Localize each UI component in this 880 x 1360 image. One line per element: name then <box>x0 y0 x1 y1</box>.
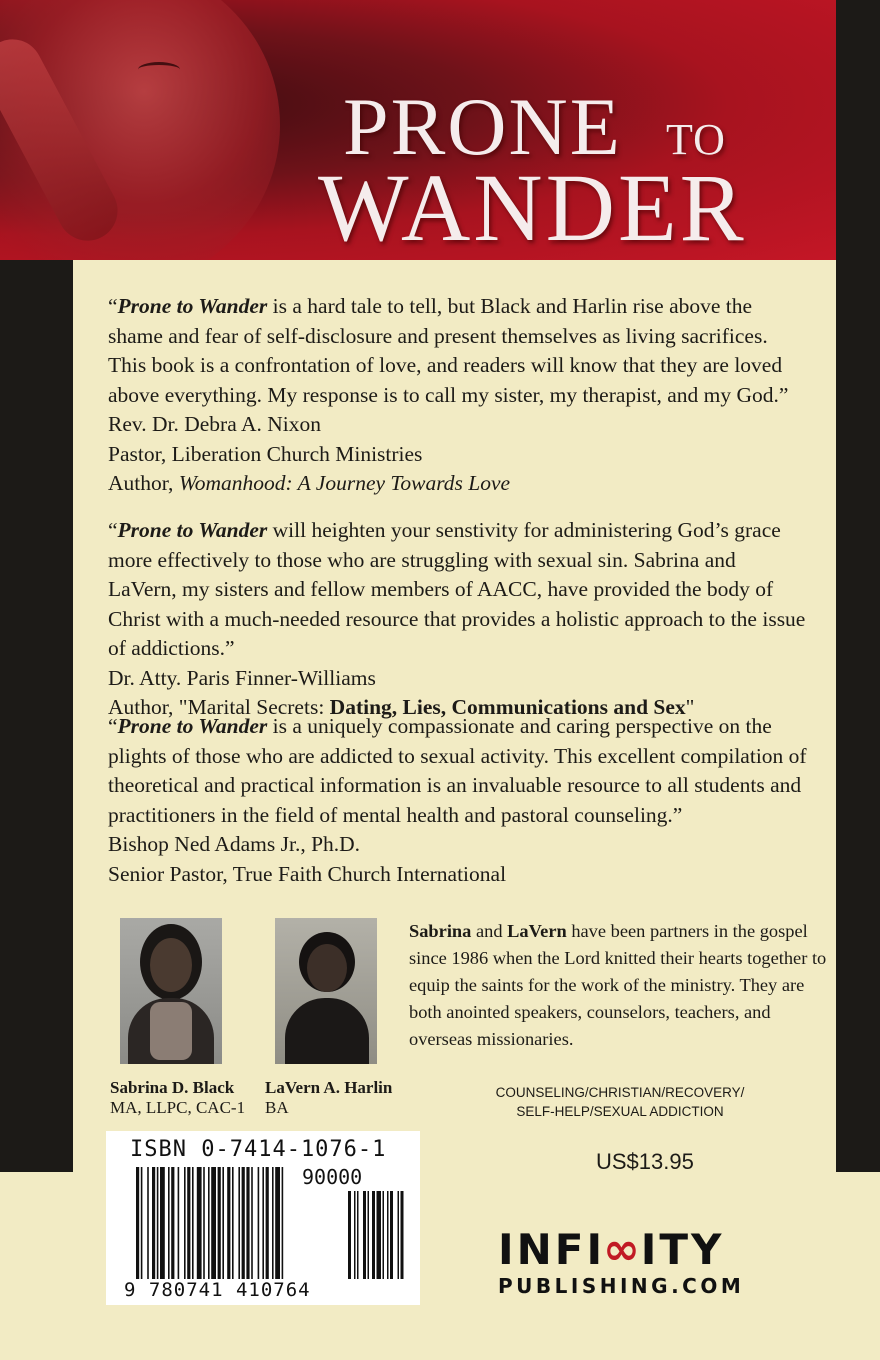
endorser-name: Dr. Atty. Paris Finner-Williams <box>108 665 376 690</box>
barcode-addon-bar <box>354 1191 356 1279</box>
author-credentials: MA, LLPC, CAC-1 <box>110 1098 246 1117</box>
barcode-bar <box>160 1167 165 1279</box>
barcode-addon-bar <box>383 1191 385 1279</box>
barcode-bar <box>246 1167 249 1279</box>
barcode-bar <box>157 1167 159 1279</box>
title-word-prone: PRONE <box>343 81 622 172</box>
author-prefix: Author, <box>108 471 179 495</box>
endorsement-2 <box>108 516 808 723</box>
bio-name-2: LaVern <box>507 921 567 941</box>
barcode-bar <box>203 1167 205 1279</box>
endorser-name: Rev. Dr. Debra A. Nixon <box>108 412 321 436</box>
bio-and: and <box>471 921 508 941</box>
scarf-shape <box>150 1002 192 1060</box>
author-photo-sabrina <box>120 918 222 1064</box>
author-bio <box>409 918 829 1053</box>
barcode-bar <box>251 1167 253 1279</box>
bio-name-1: Sabrina <box>409 921 472 941</box>
barcode-addon-bar <box>377 1191 382 1279</box>
open-quote: “ <box>108 294 118 318</box>
bio-text: have been partners in the gospel since 1986 when the Lord knitted their hearts together to equip the saints for the work of the ministry. They are both anointed speakers, counselors, teachers, and overseas missionaries. <box>409 921 827 1049</box>
barcode-addon-bar <box>401 1191 404 1279</box>
author-caption-sabrina <box>110 1078 245 1118</box>
endorsement-text <box>108 292 808 410</box>
barcode-bar <box>168 1167 170 1279</box>
endorsement-text <box>108 516 808 664</box>
endorsement-text <box>108 712 808 830</box>
barcode-bar <box>152 1167 155 1279</box>
endorsement-1 <box>108 292 808 499</box>
book-title: Prone to Wander <box>117 294 268 318</box>
publisher-name <box>498 1224 824 1275</box>
barcode-graphic <box>136 1167 406 1279</box>
author-photo-lavern <box>275 918 377 1064</box>
author-suffix: " <box>685 695 695 719</box>
barcode-addon-bar <box>387 1191 389 1279</box>
endorsement-3 <box>108 712 808 889</box>
title-word-wander: WANDER <box>318 154 747 260</box>
endorser-author-line <box>108 469 808 499</box>
barcode-addon: 90000 <box>302 1165 363 1189</box>
barcode-bar <box>211 1167 216 1279</box>
barcode-bar <box>238 1167 240 1279</box>
barcode-addon-bar <box>348 1191 351 1279</box>
logo-part-a: INFI <box>498 1225 606 1274</box>
barcode-bar <box>275 1167 280 1279</box>
barcode-bar <box>222 1167 224 1279</box>
endorser-name: Bishop Ned Adams Jr., Ph.D. <box>108 832 361 856</box>
endorser-role: Senior Pastor, True Faith Church International <box>108 861 507 886</box>
barcode-bar <box>171 1167 174 1279</box>
barcode-bars <box>136 1167 406 1285</box>
barcode-addon-bar <box>357 1191 359 1279</box>
category-label <box>470 1083 770 1121</box>
barcode-bar <box>178 1167 180 1279</box>
isbn-text: ISBN 0-7414-1076-1 <box>130 1137 387 1162</box>
author-name: Sabrina D. Black <box>110 1078 235 1097</box>
barcode-bar <box>147 1167 149 1279</box>
publisher-logo <box>498 1224 824 1298</box>
barcode-bar <box>218 1167 221 1279</box>
left-dark-band <box>0 260 73 1172</box>
barcode-bar <box>192 1167 194 1279</box>
title-word-to: TO <box>666 115 726 164</box>
cover-header <box>0 0 836 260</box>
category-line-2: SELF-HELP/SEXUAL ADDICTION <box>516 1104 724 1119</box>
price-label: US$13.95 <box>596 1149 694 1174</box>
barcode-bar <box>258 1167 260 1279</box>
infinity-icon: ∞ <box>603 1224 643 1275</box>
open-quote: “ <box>108 518 118 542</box>
barcode-bar <box>282 1167 284 1279</box>
barcode-bar <box>187 1167 190 1279</box>
barcode-bar <box>262 1167 264 1279</box>
body-shape <box>285 998 369 1064</box>
barcode-bar <box>136 1167 139 1279</box>
author-caption-lavern <box>265 1078 392 1118</box>
barcode-bar <box>208 1167 210 1279</box>
barcode-number: 9 780741 410764 <box>124 1279 311 1301</box>
author-prefix: Author, "Marital Secrets: <box>108 695 330 719</box>
author-book: Womanhood: A Journey Towards Love <box>178 471 511 495</box>
category-line-1: COUNSELING/CHRISTIAN/RECOVERY/ <box>495 1085 745 1100</box>
author-credentials: BA <box>265 1098 289 1117</box>
author-name: LaVern A. Harlin <box>265 1078 393 1097</box>
barcode-bar <box>266 1167 269 1279</box>
right-dark-band <box>836 0 880 1172</box>
barcode-bar <box>232 1167 234 1279</box>
barcode-bar <box>272 1167 274 1279</box>
quote-body: is a uniquely compassionate and caring perspective on the plights of those who are addicted to sexual activity. This excellent compilation of theoretical and practical information is an invaluable resource to all students and practitioners in the field of mental health and pastoral counseling.” <box>108 714 807 827</box>
book-title: Prone to Wander <box>117 714 268 738</box>
quote-body: will heighten your senstivity for administering God’s grace more effectively to those who are struggling with sexual sin. Sabrina and LaVern, my sisters and fellow members of AACC, have provided the body of Christ with a much-needed resource that provides a holistic approach to the issue of addictions.” <box>108 518 806 660</box>
barcode-bar <box>141 1167 143 1279</box>
barcode-bar <box>242 1167 245 1279</box>
barcode-addon-bar <box>363 1191 366 1279</box>
face-shape <box>307 944 347 992</box>
quote-body: is a hard tale to tell, but Black and Harlin rise above the shame and fear of self-disclosure and present themselves as living sacrifices. This book is a confrontation of love, and readers will know that they are loved above everything. My response is to call my sister, my therapist, and my God.” <box>108 294 789 407</box>
publisher-url: PUBLISHING.COM <box>498 1274 745 1298</box>
barcode-addon-bar <box>368 1191 370 1279</box>
barcode-bar <box>197 1167 202 1279</box>
barcode-box <box>106 1131 420 1305</box>
barcode-addon-bar <box>398 1191 400 1279</box>
logo-part-b: ITY <box>640 1225 725 1274</box>
endorser-role: Pastor, Liberation Church Ministries <box>108 441 423 466</box>
barcode-bar <box>184 1167 186 1279</box>
face-shape <box>150 938 192 992</box>
barcode-bar <box>227 1167 230 1279</box>
barcode-addon-bar <box>372 1191 375 1279</box>
book-title: Prone to Wander <box>117 518 268 542</box>
barcode-addon-bar <box>390 1191 393 1279</box>
author-book: Dating, Lies, Communications and Sex <box>329 695 686 719</box>
open-quote: “ <box>108 714 118 738</box>
eye-illustration <box>138 62 180 77</box>
